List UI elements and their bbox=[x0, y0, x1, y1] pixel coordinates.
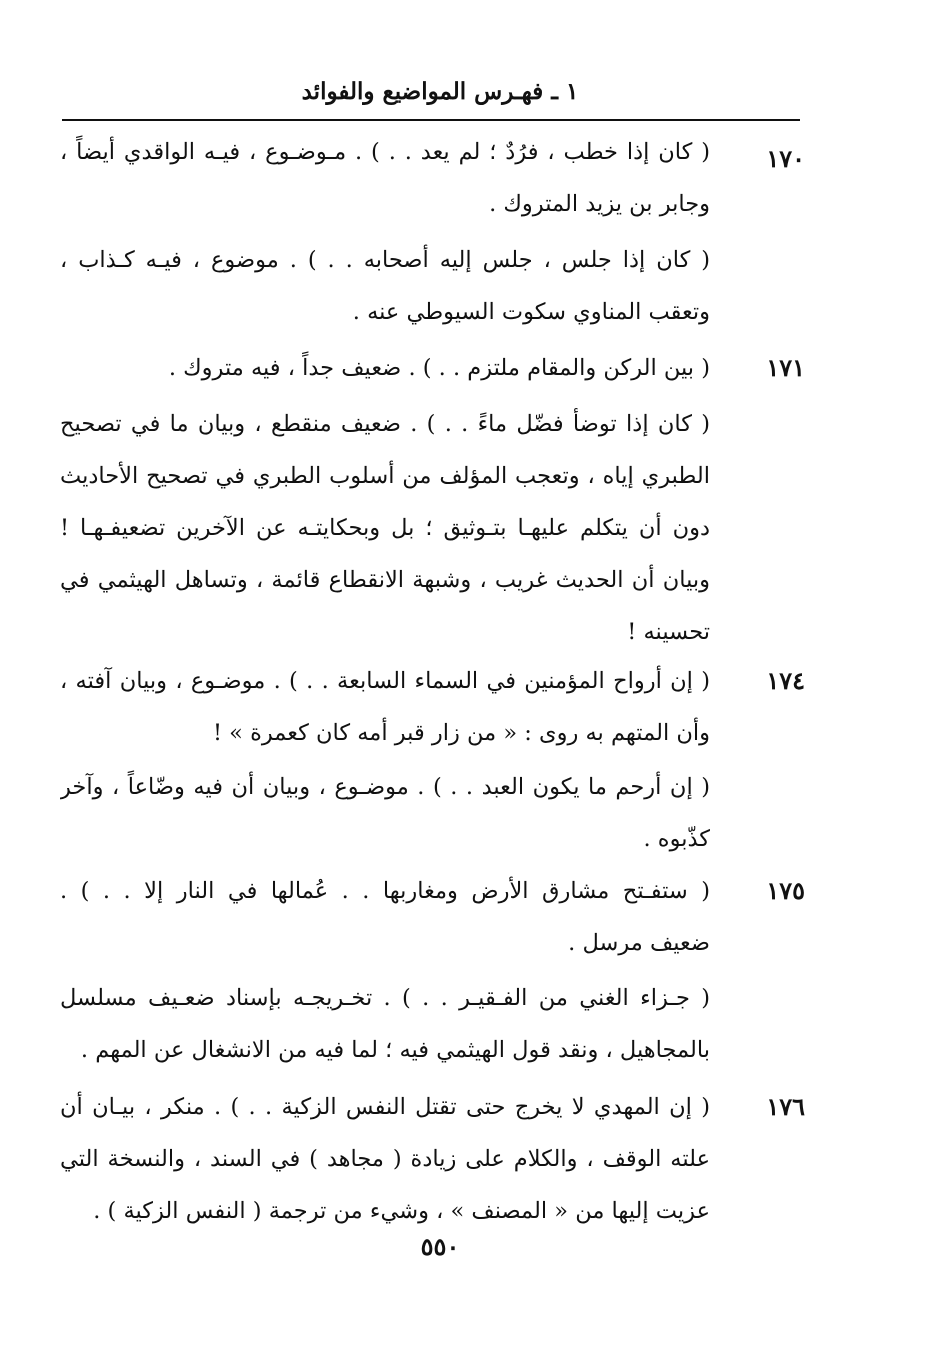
index-entry bbox=[60, 1081, 710, 1237]
entry-line: ( إن المهدي لا يخرج حتى تقتل النفس الزكية . . ) . منكر ، بيـان أن bbox=[60, 1094, 710, 1120]
entry-line: وجابر بن يزيد المتروك . bbox=[489, 191, 710, 217]
entry-line: ( كان إذا جلس ، جلس إليه أصحابه . . ) . موضوع ، فيـه كـذاب ، bbox=[60, 247, 710, 273]
index-entry bbox=[60, 398, 710, 658]
running-header-title: ١ ـ فهـرس المواضيع والفوائد bbox=[301, 78, 579, 105]
header-rule bbox=[62, 119, 800, 121]
page-number: ٥٥٠ bbox=[420, 1232, 460, 1261]
index-entry bbox=[60, 234, 710, 338]
entry-line: دون أن يتكلم عليهـا بتـوثيق ؛ بل وبحكايتـه عن الآخرين تضعيفـهـا ! bbox=[60, 515, 710, 541]
entry-line: ( كان إذا خطب ، فرُدٌ ؛ لم يعد . . ) . مـوضـوع ، فيـه الواقدي أيضاً ، bbox=[60, 139, 710, 165]
entry-line: الطبري إياه ، وتعجب المؤلف من أسلوب الطبري في تصحيح الأحاديث bbox=[60, 463, 710, 489]
entry-line: ( جـزاء الغني من الفـقيـر . . ) . تخـريجـه بإسناد ضعـيف مسلسل bbox=[60, 985, 710, 1011]
entry-number: ١٧٥ bbox=[766, 876, 805, 905]
entry-line: علته الوقف ، والكلام على زيادة ( مجاهد ) في السند ، والنسخة التي bbox=[60, 1146, 710, 1172]
index-entry bbox=[60, 342, 710, 394]
entry-line: وبيان أن الحديث غريب ، وشبهة الانقطاع قائمة ، وتساهل الهيثمي في bbox=[60, 567, 710, 593]
entry-line: ( بين الركن والمقام ملتزم . . ) . ضعيف جداً ، فيه متروك . bbox=[168, 355, 710, 381]
entry-line: ( إن أرواح المؤمنين في السماء السابعة . . ) . موضـوع ، وبيان آفته ، bbox=[60, 668, 710, 694]
index-entry bbox=[60, 126, 710, 230]
index-entry bbox=[60, 761, 710, 865]
index-entry bbox=[60, 865, 710, 969]
entry-number: ١٧٦ bbox=[766, 1092, 805, 1121]
entry-line: وتعقب المناوي سكوت السيوطي عنه . bbox=[352, 299, 710, 325]
entry-number: ١٧١ bbox=[766, 353, 805, 382]
entry-line: ( كان إذا توضأ فضّل ماءً . . ) . ضعيف منقطع ، وبيان ما في تصحيح bbox=[60, 411, 710, 437]
index-entry bbox=[60, 655, 710, 759]
entry-line: بالمجاهيل ، ونقد قول الهيثمي فيه ؛ لما فيه من الانشغال عن المهم . bbox=[80, 1037, 710, 1063]
entry-line: وأن المتهم به روى : « من زار قبر أمه كان كعمرة » ! bbox=[212, 720, 710, 746]
entry-line: ضعيف مرسل . bbox=[568, 930, 710, 956]
entry-line: ( إن أرحم ما يكون العبد . . ) . موضـوع ، وبيان أن فيه وضّاعاً ، وآخر bbox=[60, 774, 710, 800]
entry-line: كذّبوه . bbox=[643, 826, 710, 852]
entry-line: ( ستفـتح مشارق الأرض ومغاربها . . عُمالها في النار إلا . . ) . bbox=[60, 878, 710, 904]
index-entry bbox=[60, 972, 710, 1076]
entry-line: تحسينه ! bbox=[627, 619, 710, 645]
entry-line: عزيت إليها من « المصنف » ، وشيء من ترجمة ( النفس الزكية ) . bbox=[93, 1198, 710, 1224]
entry-number: ١٧٠ bbox=[766, 144, 805, 173]
entry-number: ١٧٤ bbox=[766, 666, 805, 695]
